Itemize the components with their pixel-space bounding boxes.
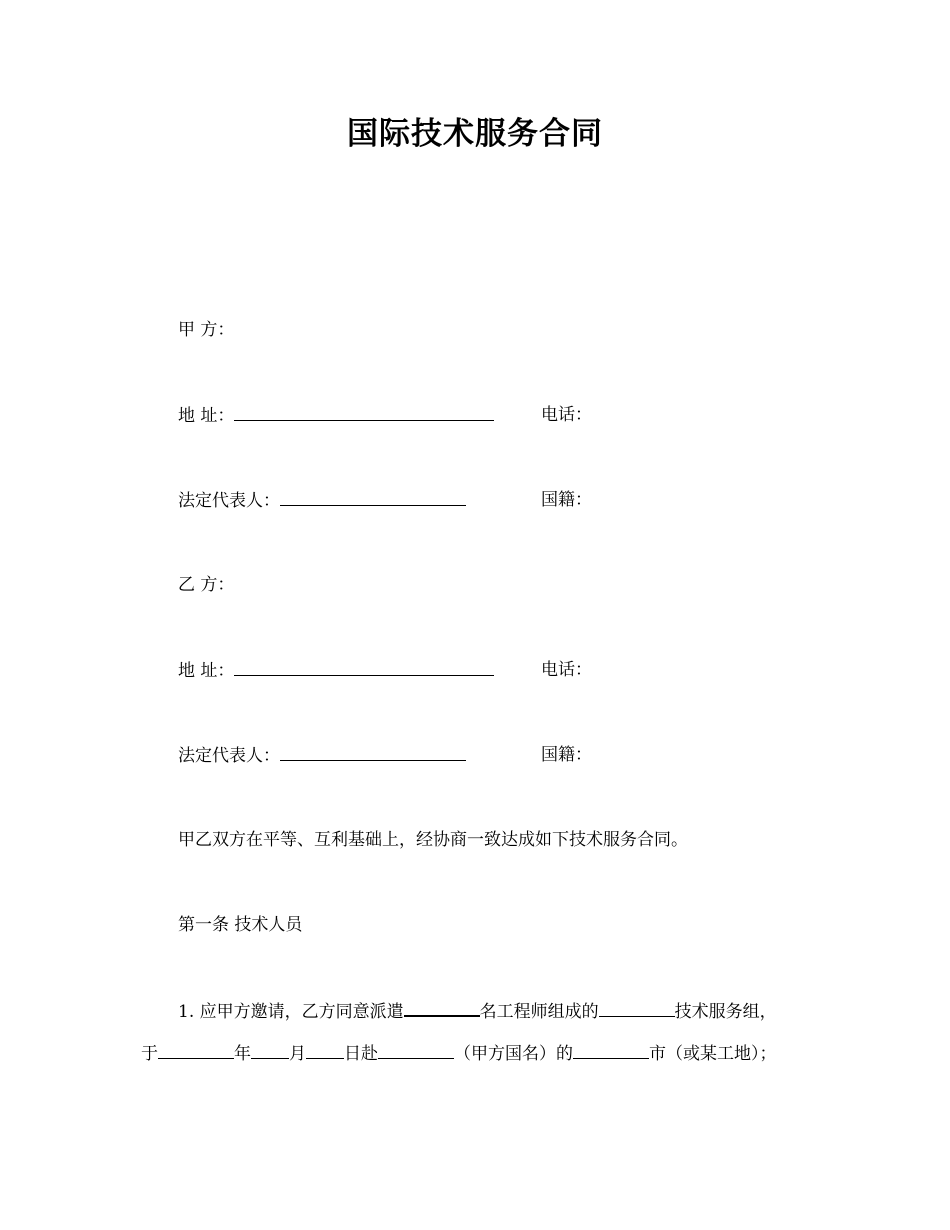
preamble-text: 甲乙双方在平等、互利基础上，经协商一致达成如下技术服务合同。 — [178, 830, 688, 850]
party-a-nationality-label: 国籍： — [541, 490, 592, 510]
party-b-rep-field[interactable] — [280, 743, 466, 761]
party-a-address-label: 地 址： — [178, 406, 235, 426]
party-b-phone-label: 电话： — [541, 660, 592, 680]
year-field[interactable] — [158, 1041, 234, 1059]
party-a-phone-label: 电话： — [541, 405, 592, 425]
party-b-address-field[interactable] — [234, 658, 494, 676]
party-b-address-row — [178, 658, 494, 683]
party-b-rep-label: 法定代表人： — [178, 746, 280, 766]
city-field[interactable] — [573, 1041, 649, 1059]
party-a-rep-field[interactable] — [280, 488, 466, 506]
clause-text: 技术服务组， — [674, 1002, 777, 1022]
party-a-rep-row — [178, 488, 466, 513]
party-a-address-row — [178, 403, 494, 428]
clause-text: 日赴 — [344, 1044, 378, 1064]
engineer-count-field[interactable] — [404, 998, 480, 1017]
clause-text: 年 — [234, 1044, 251, 1064]
day-field[interactable] — [306, 1041, 344, 1059]
party-a-address-field[interactable] — [234, 403, 494, 421]
clause-text: （甲方国名）的 — [454, 1044, 573, 1064]
service-group-field[interactable] — [599, 999, 675, 1017]
party-a-heading: 甲 方： — [178, 320, 235, 340]
clause-text: 于 — [141, 1044, 158, 1064]
party-b-heading: 乙 方： — [178, 575, 235, 595]
clause-text: 市（或某工地）； — [649, 1044, 777, 1064]
article-1-clause-1-line-2 — [141, 1041, 777, 1066]
party-b-nationality-label: 国籍： — [541, 745, 592, 765]
party-b-rep-row — [178, 743, 466, 768]
party-b-address-label: 地 址： — [178, 661, 235, 681]
clause-text: 月 — [289, 1044, 306, 1064]
month-field[interactable] — [251, 1041, 289, 1059]
article-1-heading: 第一条 技术人员 — [178, 915, 303, 935]
party-a-rep-label: 法定代表人： — [178, 491, 280, 511]
article-1-clause-1-line-1 — [178, 998, 777, 1024]
country-field[interactable] — [378, 1041, 454, 1059]
clause-text: 名工程师组成的 — [479, 1002, 599, 1022]
page-title: 国际技术服务合同 — [347, 116, 603, 152]
clause-text: 1. 应甲方邀请，乙方同意派遣 — [178, 1002, 404, 1022]
